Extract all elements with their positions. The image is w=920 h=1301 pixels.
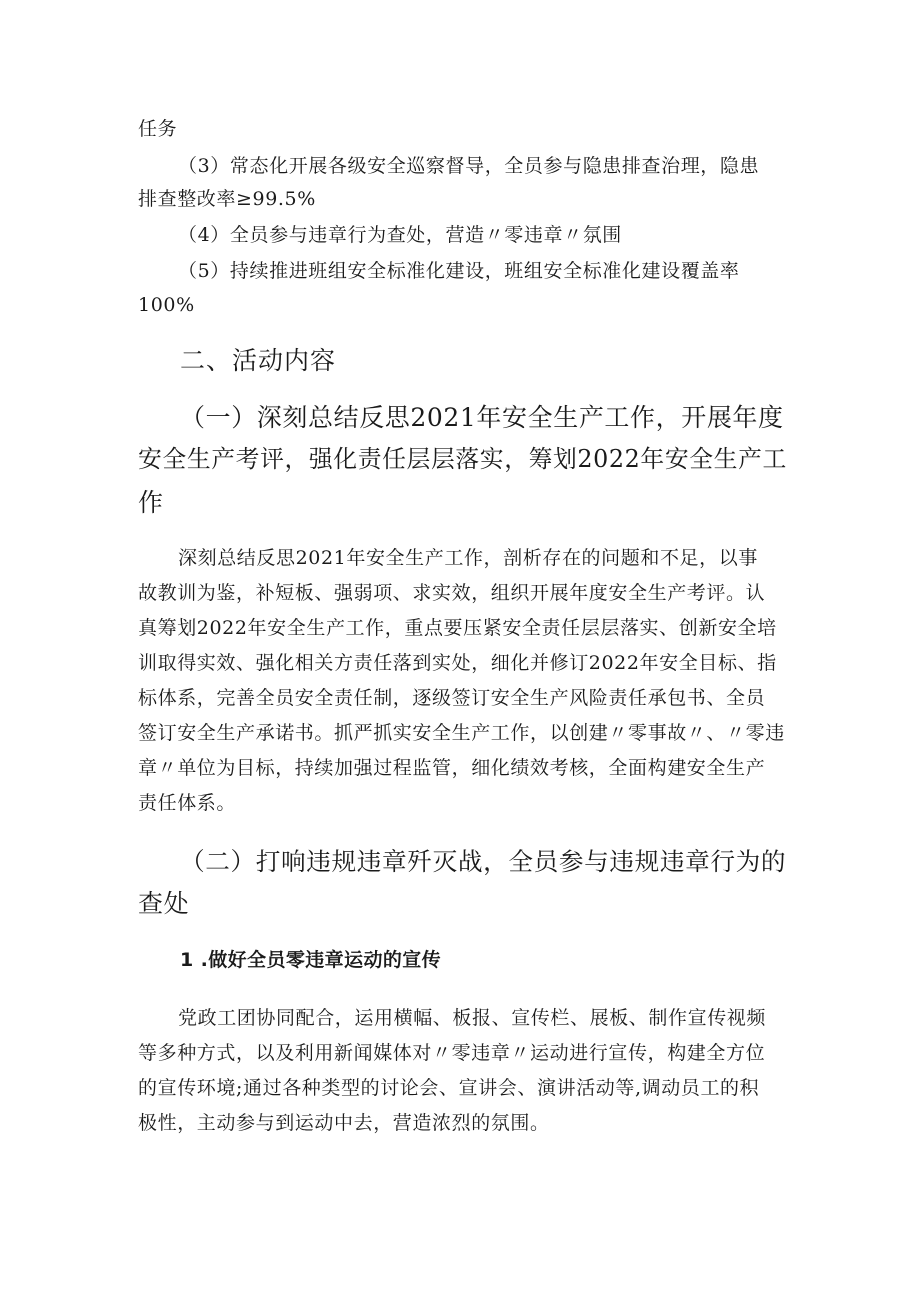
item-5-line-2: 100%	[138, 294, 195, 316]
subsection-1-para-line: 深刻总结反思2021年安全生产工作，剖析存在的问题和不足，以事	[178, 547, 758, 569]
subsection-1-title-line-2: 安全生产考评，强化责任层层落实，筹划2022年安全生产工	[138, 445, 787, 473]
item-1-para-line: 的宣传环境;通过各种类型的讨论会、宣讲会、演讲活动等,调动员工的积	[138, 1077, 760, 1099]
section-heading: 二、活动内容	[180, 346, 337, 375]
subsection-1-para-line: 训取得实效、强化相关方责任落到实处，细化并修订2022年安全目标、指	[138, 652, 777, 674]
subsection-1-para-line: 签订安全生产承诺书。抓严抓实安全生产工作，以创建〃零事故〃、〃零违	[138, 722, 785, 744]
subsection-1-para-line: 责任体系。	[138, 792, 237, 814]
subsection-2-title-line-1: （二）打响违规违章歼灭战，全员参与违规违章行为的	[180, 847, 787, 876]
item-1-para-line: 等多种方式，以及利用新闻媒体对〃零违章〃运动进行宣传，构建全方位	[138, 1042, 766, 1064]
subsection-1-title-line-3: 作	[138, 488, 164, 517]
subsection-1-title-line-1: （一）深刻总结反思2021年安全生产工作，开展年度	[180, 403, 784, 432]
item-3-line-2: 排查整改率≥99.5%	[138, 188, 316, 210]
task-tail-text: 任务	[138, 118, 178, 140]
item-4-text: （4）全员参与违章行为查处，营造〃零违章〃氛围	[178, 224, 622, 246]
subsection-1-para-line: 故教训为鉴，补短板、强弱项、求实效，组织开展年度安全生产考评。认	[138, 582, 766, 604]
item-1-para-line: 极性，主动参与到运动中去，营造浓烈的氛围。	[138, 1112, 550, 1134]
item-1-heading: 1 .做好全员零违章运动的宣传	[180, 949, 442, 971]
item-1-para-line: 党政工团协同配合，运用横幅、板报、宣传栏、展板、制作宣传视频	[178, 1007, 767, 1029]
item-5-line-1: （5）持续推进班组安全标准化建设，班组安全标准化建设覆盖率	[178, 260, 740, 282]
subsection-1-para-line: 标体系，完善全员安全责任制，逐级签订安全生产风险责任承包书、全员	[138, 687, 766, 709]
subsection-2-title-line-2: 查处	[138, 889, 190, 918]
subsection-1-para-line: 章〃单位为目标，持续加强过程监管，细化绩效考核，全面构建安全生产	[138, 757, 766, 779]
item-3-line-1: （3）常态化开展各级安全巡察督导，全员参与隐患排查治理，隐患	[178, 155, 760, 177]
subsection-1-para-line: 真筹划2022年安全生产工作，重点要压紧安全责任层层落实、创新安全培	[138, 617, 777, 639]
